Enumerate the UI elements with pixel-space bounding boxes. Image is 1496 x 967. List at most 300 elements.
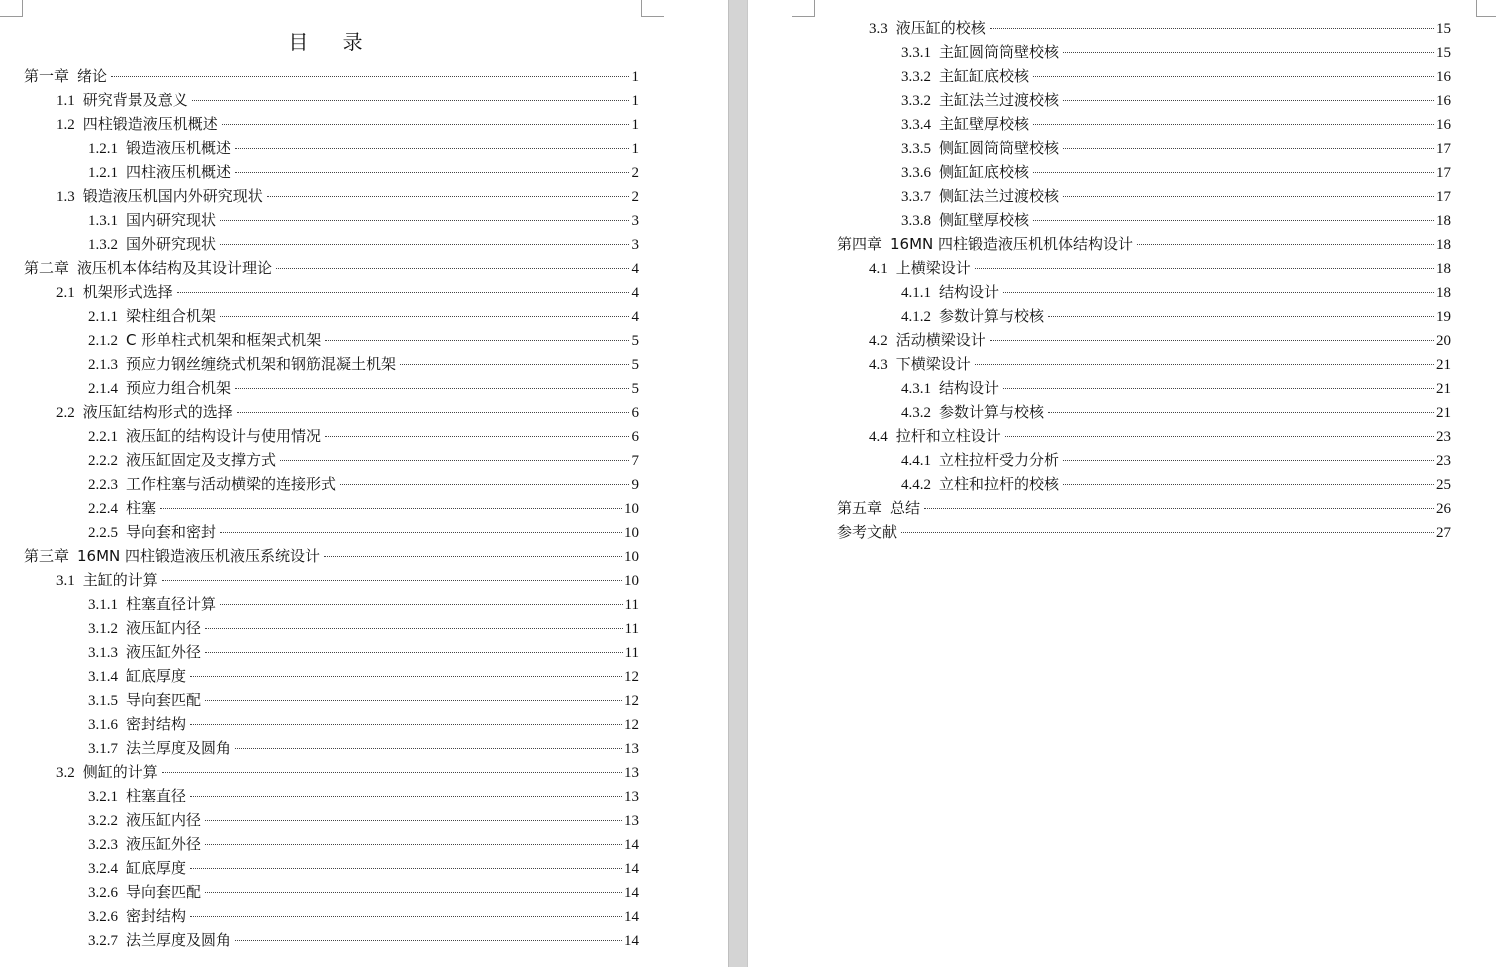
toc-dot-leader: [1063, 484, 1434, 485]
toc-entry-number: 4.4.1: [901, 453, 931, 469]
toc-entry[interactable]: [24, 664, 639, 688]
toc-entry-title: 液压缸内径: [126, 619, 202, 637]
toc-dot-leader: [400, 364, 629, 365]
toc-entry-title: 锻造液压机国内外研究现状: [82, 187, 263, 205]
toc-dot-leader: [190, 868, 622, 869]
toc-entry[interactable]: [24, 448, 639, 472]
toc-dot-leader: [325, 340, 629, 341]
toc-entry[interactable]: [837, 304, 1451, 328]
toc-page-number: 21: [1436, 357, 1451, 373]
toc-entry-title: 工作柱塞与活动横梁的连接形式: [126, 475, 337, 493]
toc-entry[interactable]: [24, 520, 639, 544]
toc-entry-title: 液压缸的结构设计与使用情况: [126, 427, 322, 445]
toc-entry[interactable]: [24, 784, 639, 808]
toc-entry-number: 2.1: [56, 285, 75, 301]
toc-entry-title: 主缸缸底校核: [939, 67, 1030, 85]
toc-entry[interactable]: [24, 352, 639, 376]
toc-page-number: 4: [631, 261, 639, 277]
toc-page-number: 1: [631, 69, 639, 85]
toc-entry[interactable]: [837, 184, 1451, 208]
toc-page-number: 21: [1436, 405, 1451, 421]
toc-entry-title: 侧缸的计算: [82, 763, 158, 781]
toc-entry[interactable]: [837, 88, 1451, 112]
toc-entry-title: 16MN 四柱锻造液压机液压系统设计: [77, 547, 321, 565]
toc-entry[interactable]: [837, 424, 1451, 448]
toc-entry-number: 3.1.1: [88, 597, 118, 613]
toc-entry-title: 液压机本体结构及其设计理论: [77, 259, 273, 277]
toc-entry[interactable]: [24, 688, 639, 712]
toc-dot-leader: [205, 628, 623, 629]
toc-list-right: [837, 16, 1451, 544]
toc-entry-title: 主缸的计算: [82, 571, 158, 589]
toc-page-number: 16: [1436, 93, 1451, 109]
toc-entry-number: 4.4.2: [901, 477, 931, 493]
toc-page-number: 18: [1436, 237, 1451, 253]
toc-page-number: 23: [1436, 453, 1451, 469]
toc-page-number: 18: [1436, 285, 1451, 301]
toc-page-number: 10: [624, 501, 639, 517]
toc-list-left: [24, 64, 639, 952]
toc-entry-number: 2.2.1: [88, 429, 118, 445]
toc-page-number: 14: [624, 837, 639, 853]
toc-entry-title: 上横梁设计: [895, 259, 971, 277]
toc-dot-leader: [190, 916, 622, 917]
toc-page-number: 5: [631, 381, 639, 397]
toc-entry[interactable]: [24, 880, 639, 904]
toc-entry[interactable]: [837, 520, 1451, 544]
toc-entry-number: 第二章: [24, 261, 70, 277]
toc-entry-number: 2.2.5: [88, 525, 118, 541]
toc-entry[interactable]: [24, 208, 639, 232]
toc-entry-number: 4.3.2: [901, 405, 931, 421]
page-gutter: [728, 0, 748, 967]
toc-dot-leader: [1137, 244, 1434, 245]
toc-entry[interactable]: [24, 232, 639, 256]
toc-entry-number: 3.1: [56, 573, 75, 589]
toc-page-number: 25: [1436, 477, 1451, 493]
toc-page-number: 21: [1436, 381, 1451, 397]
toc-entry[interactable]: [24, 712, 639, 736]
toc-entry[interactable]: [24, 376, 639, 400]
toc-entry-title: 拉杆和立柱设计: [895, 427, 1001, 445]
toc-dot-leader: [235, 172, 629, 173]
toc-page-number: 10: [624, 573, 639, 589]
toc-entry-number: 2.1.4: [88, 381, 118, 397]
toc-entry[interactable]: [24, 928, 639, 952]
toc-dot-leader: [220, 220, 629, 221]
toc-entry-title: 法兰厚度及圆角: [126, 739, 232, 757]
toc-entry-title: 密封结构: [126, 715, 187, 733]
crop-mark: [0, 0, 23, 17]
toc-entry-number: 3.2: [56, 765, 75, 781]
toc-dot-leader: [340, 484, 629, 485]
toc-entry-number: 4.2: [869, 333, 888, 349]
toc-page-number: 11: [624, 645, 639, 661]
toc-dot-leader: [205, 652, 623, 653]
toc-entry[interactable]: [24, 496, 639, 520]
toc-dot-leader: [1033, 220, 1434, 221]
toc-dot-leader: [975, 364, 1434, 365]
toc-entry-title: 侧缸法兰过渡校核: [939, 187, 1060, 205]
toc-dot-leader: [1063, 460, 1434, 461]
toc-entry[interactable]: [24, 544, 639, 568]
toc-page-number: 9: [631, 477, 639, 493]
toc-entry-number: 2.2.4: [88, 501, 118, 517]
toc-entry[interactable]: [24, 136, 639, 160]
toc-entry-title: 液压缸固定及支撑方式: [126, 451, 277, 469]
toc-entry-number: 3.3.2: [901, 93, 931, 109]
toc-entry-number: 3.2.4: [88, 861, 118, 877]
toc-entry-number: 3.2.3: [88, 837, 118, 853]
toc-entry-number: 3.3.1: [901, 45, 931, 61]
toc-page-number: 12: [624, 693, 639, 709]
toc-dot-leader: [1048, 316, 1434, 317]
toc-dot-leader: [1005, 436, 1434, 437]
toc-entry-number: 1.3.2: [88, 237, 118, 253]
toc-dot-leader: [901, 532, 1434, 533]
toc-dot-leader: [235, 748, 622, 749]
toc-entry[interactable]: [24, 256, 639, 280]
toc-page-number: 14: [624, 909, 639, 925]
toc-entry-number: 第一章: [24, 69, 70, 85]
toc-dot-leader: [975, 268, 1434, 269]
toc-entry-title: 柱塞: [126, 499, 157, 517]
toc-entry-title: 下横梁设计: [895, 355, 971, 373]
toc-entry-title: 导向套匹配: [126, 691, 202, 709]
toc-entry[interactable]: [837, 448, 1451, 472]
toc-dot-leader: [190, 796, 622, 797]
toc-entry-number: 3.1.3: [88, 645, 118, 661]
toc-page-number: 16: [1436, 69, 1451, 85]
toc-dot-leader: [220, 316, 629, 317]
toc-entry-number: 3.1.2: [88, 621, 118, 637]
toc-page-number: 13: [624, 765, 639, 781]
toc-dot-leader: [1003, 388, 1434, 389]
toc-page-number: 6: [631, 405, 639, 421]
toc-page-number: 2: [631, 189, 639, 205]
toc-entry-title: 总结: [890, 499, 921, 517]
toc-dot-leader: [192, 100, 629, 101]
toc-entry-title: 柱塞直径计算: [126, 595, 217, 613]
toc-entry-title: 缸底厚度: [126, 667, 187, 685]
toc-entry-number: 1.2: [56, 117, 75, 133]
toc-dot-leader: [1063, 100, 1434, 101]
document-page-right: [748, 0, 1496, 967]
toc-entry-title: 液压缸外径: [126, 835, 202, 853]
toc-entry[interactable]: [24, 904, 639, 928]
toc-entry-title: 结构设计: [939, 379, 1000, 397]
toc-entry[interactable]: [24, 424, 639, 448]
toc-entry-title: 液压缸内径: [126, 811, 202, 829]
toc-page-number: 11: [624, 597, 639, 613]
toc-entry-number: 3.3: [869, 21, 888, 37]
toc-entry[interactable]: [24, 328, 639, 352]
toc-dot-leader: [205, 820, 622, 821]
toc-dot-leader: [1033, 76, 1434, 77]
toc-entry-number: 3.2.2: [88, 813, 118, 829]
toc-page-number: 10: [624, 549, 639, 565]
toc-entry[interactable]: [24, 808, 639, 832]
toc-entry[interactable]: [24, 832, 639, 856]
toc-entry-number: 3.3.5: [901, 141, 931, 157]
toc-entry-number: 4.1.2: [901, 309, 931, 325]
toc-entry-number: 3.2.6: [88, 885, 118, 901]
toc-entry-title: 液压缸外径: [126, 643, 202, 661]
toc-entry-title: C 形单柱式机架和框架式机架: [126, 331, 322, 349]
toc-entry[interactable]: [24, 568, 639, 592]
toc-page-number: 3: [631, 213, 639, 229]
toc-entry-number: 1.1: [56, 93, 75, 109]
toc-dot-leader: [190, 676, 622, 677]
toc-entry[interactable]: [24, 88, 639, 112]
toc-page-number: 16: [1436, 117, 1451, 133]
toc-dot-leader: [1063, 196, 1434, 197]
toc-entry-title: 参数计算与校核: [939, 307, 1045, 325]
toc-entry-title: 国外研究现状: [126, 235, 217, 253]
toc-entry-number: 2.2.2: [88, 453, 118, 469]
toc-entry-number: 3.1.7: [88, 741, 118, 757]
toc-page-number: 14: [624, 933, 639, 949]
toc-entry-number: 1.2.1: [88, 141, 118, 157]
toc-entry-number: 2.1.3: [88, 357, 118, 373]
toc-entry-title: 柱塞直径: [126, 787, 187, 805]
crop-mark: [792, 0, 815, 17]
toc-page-number: 10: [624, 525, 639, 541]
toc-entry-number: 3.2.6: [88, 909, 118, 925]
toc-dot-leader: [237, 412, 629, 413]
toc-entry[interactable]: [837, 256, 1451, 280]
toc-entry-title: 立柱和拉杆的校核: [939, 475, 1060, 493]
toc-page-number: 20: [1436, 333, 1451, 349]
toc-entry[interactable]: [837, 40, 1451, 64]
toc-entry-number: 4.1: [869, 261, 888, 277]
toc-dot-leader: [220, 532, 622, 533]
toc-entry[interactable]: [837, 16, 1451, 40]
toc-page-number: 13: [624, 741, 639, 757]
toc-dot-leader: [177, 292, 629, 293]
toc-entry[interactable]: [24, 592, 639, 616]
toc-entry-number: 1.3.1: [88, 213, 118, 229]
toc-entry-number: 2.1.2: [88, 333, 118, 349]
toc-entry-number: 第四章: [837, 237, 883, 253]
toc-entry-title: 研究背景及意义: [82, 91, 188, 109]
toc-page-number: 19: [1436, 309, 1451, 325]
toc-dot-leader: [235, 940, 622, 941]
toc-entry-number: 3.2.7: [88, 933, 118, 949]
toc-dot-leader: [280, 460, 629, 461]
toc-page-number: 5: [631, 357, 639, 373]
toc-entry-title: 锻造液压机概述: [126, 139, 232, 157]
toc-dot-leader: [1063, 52, 1434, 53]
toc-page-number: 13: [624, 789, 639, 805]
toc-dot-leader: [160, 508, 622, 509]
toc-entry[interactable]: [837, 64, 1451, 88]
toc-page-number: 4: [631, 309, 639, 325]
toc-entry-title: 侧缸缸底校核: [939, 163, 1030, 181]
toc-entry-number: 第三章: [24, 549, 70, 565]
toc-entry-title: 预应力钢丝缠绕式机架和钢筋混凝土机架: [126, 355, 397, 373]
toc-dot-leader: [205, 700, 622, 701]
toc-dot-leader: [111, 76, 629, 77]
toc-dot-leader: [220, 244, 629, 245]
toc-page-number: 12: [624, 669, 639, 685]
toc-page-number: 15: [1436, 45, 1451, 61]
toc-page-number: 1: [631, 93, 639, 109]
toc-entry-title: 缸底厚度: [126, 859, 187, 877]
toc-entry-number: 2.2.3: [88, 477, 118, 493]
crop-mark: [641, 0, 664, 17]
toc-dot-leader: [1033, 172, 1434, 173]
toc-entry-title: 结构设计: [939, 283, 1000, 301]
toc-page-number: 1: [631, 117, 639, 133]
toc-entry-number: 3.3.6: [901, 165, 931, 181]
toc-entry[interactable]: [24, 304, 639, 328]
toc-entry[interactable]: [24, 184, 639, 208]
toc-entry[interactable]: [837, 352, 1451, 376]
toc-entry-title: 液压缸的校核: [895, 19, 986, 37]
toc-entry[interactable]: [24, 616, 639, 640]
toc-entry-number: 1.3: [56, 189, 75, 205]
toc-page-number: 13: [624, 813, 639, 829]
toc-entry-number: 3.1.6: [88, 717, 118, 733]
toc-dot-leader: [1003, 292, 1434, 293]
toc-entry[interactable]: [837, 400, 1451, 424]
toc-entry[interactable]: [837, 280, 1451, 304]
toc-entry-title: 密封结构: [126, 907, 187, 925]
toc-entry-title: 主缸壁厚校核: [939, 115, 1030, 133]
toc-page-number: 7: [631, 453, 639, 469]
toc-entry-title: 活动横梁设计: [895, 331, 986, 349]
toc-entry-title: 梁柱组合机架: [126, 307, 217, 325]
toc-entry[interactable]: [24, 760, 639, 784]
toc-entry-title: 四柱锻造液压机概述: [82, 115, 218, 133]
toc-dot-leader: [1063, 148, 1434, 149]
toc-entry-number: 3.3.7: [901, 189, 931, 205]
toc-entry[interactable]: [837, 112, 1451, 136]
toc-entry[interactable]: [24, 64, 639, 88]
toc-entry[interactable]: [837, 160, 1451, 184]
toc-entry-title: 立柱拉杆受力分析: [939, 451, 1060, 469]
toc-page-number: 17: [1436, 165, 1451, 181]
toc-entry-title: 侧缸壁厚校核: [939, 211, 1030, 229]
toc-entry-number: 3.1.4: [88, 669, 118, 685]
toc-dot-leader: [235, 388, 629, 389]
toc-dot-leader: [325, 436, 629, 437]
toc-entry-number: 4.1.1: [901, 285, 931, 301]
toc-page-number: 17: [1436, 141, 1451, 157]
toc-page-number: 1: [631, 141, 639, 157]
toc-entry[interactable]: [24, 736, 639, 760]
toc-entry-number: 2.2: [56, 405, 75, 421]
toc-entry-title: 16MN 四柱锻造液压机机体结构设计: [890, 235, 1134, 253]
toc-page-number: 14: [624, 861, 639, 877]
toc-entry-number: 3.3.8: [901, 213, 931, 229]
toc-entry-title: 参数计算与校核: [939, 403, 1045, 421]
toc-entry-number: 3.3.2: [901, 69, 931, 85]
toc-entry-title: 侧缸圆筒筒壁校核: [939, 139, 1060, 157]
toc-dot-leader: [220, 604, 623, 605]
toc-dot-leader: [324, 556, 622, 557]
toc-page-number: 18: [1436, 213, 1451, 229]
toc-dot-leader: [990, 340, 1434, 341]
toc-page-number: 18: [1436, 261, 1451, 277]
toc-entry[interactable]: [24, 280, 639, 304]
toc-dot-leader: [1033, 124, 1434, 125]
toc-page-number: 23: [1436, 429, 1451, 445]
toc-entry[interactable]: [837, 232, 1451, 256]
toc-entry[interactable]: [837, 376, 1451, 400]
toc-dot-leader: [235, 148, 629, 149]
toc-entry[interactable]: [837, 208, 1451, 232]
toc-entry-number: 3.1.5: [88, 693, 118, 709]
toc-page-number: 12: [624, 717, 639, 733]
toc-dot-leader: [222, 124, 629, 125]
toc-dot-leader: [205, 844, 622, 845]
toc-page-number: 5: [631, 333, 639, 349]
toc-entry[interactable]: [837, 472, 1451, 496]
toc-entry-number: 第五章: [837, 501, 883, 517]
toc-entry[interactable]: [24, 400, 639, 424]
toc-page-number: 4: [631, 285, 639, 301]
toc-entry-title: 主缸圆筒筒壁校核: [939, 43, 1060, 61]
toc-entry-number: 1.2.1: [88, 165, 118, 181]
toc-entry-number: 3.3.4: [901, 117, 931, 133]
toc-dot-leader: [990, 28, 1434, 29]
toc-entry-title: 主缸法兰过渡校核: [939, 91, 1060, 109]
toc-entry[interactable]: [837, 136, 1451, 160]
toc-entry-title: 导向套和密封: [126, 523, 217, 541]
toc-dot-leader: [162, 772, 622, 773]
toc-entry[interactable]: [24, 160, 639, 184]
toc-dot-leader: [205, 892, 622, 893]
toc-title: 目 录: [288, 30, 377, 54]
toc-dot-leader: [267, 196, 629, 197]
toc-entry-title: 液压缸结构形式的选择: [82, 403, 233, 421]
toc-entry[interactable]: [837, 496, 1451, 520]
toc-dot-leader: [190, 724, 622, 725]
toc-entry-title: 四柱液压机概述: [126, 163, 232, 181]
document-page-left: [0, 0, 728, 967]
toc-page-number: 6: [631, 429, 639, 445]
toc-entry-number: 3.2.1: [88, 789, 118, 805]
toc-entry-title: 法兰厚度及圆角: [126, 931, 232, 949]
toc-page-number: 3: [631, 237, 639, 253]
toc-entry-number: 4.4: [869, 429, 888, 445]
toc-page-number: 11: [624, 621, 639, 637]
toc-entry-title: 绪论: [77, 67, 108, 85]
toc-entry[interactable]: [24, 856, 639, 880]
toc-page-number: 17: [1436, 189, 1451, 205]
toc-entry[interactable]: [837, 328, 1451, 352]
toc-entry-title: 参考文献: [837, 523, 898, 541]
toc-dot-leader: [162, 580, 622, 581]
toc-entry[interactable]: [24, 640, 639, 664]
toc-page-number: 14: [624, 885, 639, 901]
toc-dot-leader: [924, 508, 1434, 509]
crop-mark: [1476, 0, 1496, 17]
toc-entry-title: 预应力组合机架: [126, 379, 232, 397]
toc-entry-title: 机架形式选择: [82, 283, 173, 301]
toc-entry[interactable]: [24, 112, 639, 136]
toc-entry-title: 国内研究现状: [126, 211, 217, 229]
toc-entry-number: 4.3: [869, 357, 888, 373]
toc-dot-leader: [1048, 412, 1434, 413]
toc-page-number: 26: [1436, 501, 1451, 517]
toc-page-number: 27: [1436, 525, 1451, 541]
toc-dot-leader: [276, 268, 629, 269]
toc-entry-number: 4.3.1: [901, 381, 931, 397]
toc-entry[interactable]: [24, 472, 639, 496]
